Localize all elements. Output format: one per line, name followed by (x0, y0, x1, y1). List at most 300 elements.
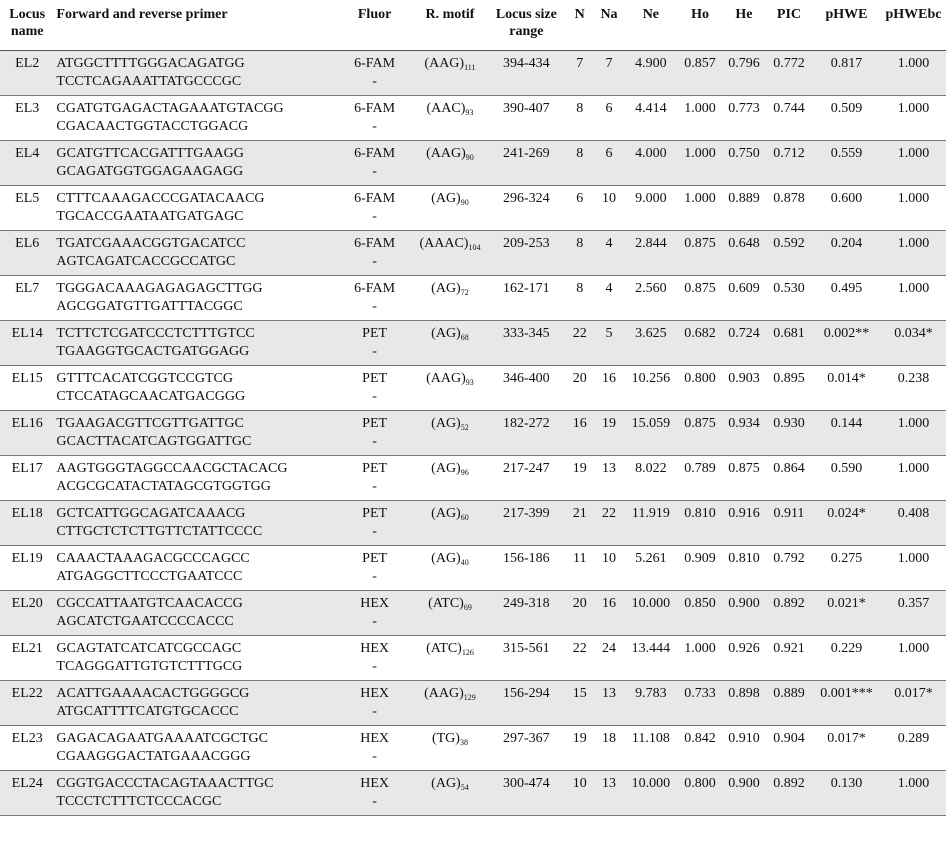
forward-primer: TCTTCTCGATCCCTCTTTGTCC (56, 326, 255, 341)
fluor-dash: - (372, 479, 377, 494)
fluor-label: PET (362, 506, 388, 521)
ne-value: 13.444 (624, 636, 678, 681)
header-row (0, 0, 946, 51)
n-value: 20 (565, 366, 594, 411)
motif-cell (412, 681, 487, 726)
phwebc-value: 0.408 (881, 501, 946, 546)
phwebc-value: 1.000 (881, 636, 946, 681)
fluor-label: 6-FAM (354, 56, 396, 71)
motif-text: (AAG) (426, 371, 466, 386)
primer-cell (54, 96, 337, 141)
primer-cell (54, 366, 337, 411)
primer-cell (54, 186, 337, 231)
na-value: 4 (594, 231, 623, 276)
forward-primer: CAAACTAAAGACGCCCAGCC (56, 551, 250, 566)
ho-value: 1.000 (678, 186, 722, 231)
fluor-dash: - (372, 119, 377, 134)
fluor-cell (337, 456, 412, 501)
he-value: 0.900 (722, 591, 766, 636)
motif-cell (412, 591, 487, 636)
phwebc-value: 1.000 (881, 231, 946, 276)
locus-name: EL3 (0, 96, 54, 141)
n-value: 19 (565, 726, 594, 771)
header-motif: R. motif (412, 0, 487, 51)
phwebc-value: 1.000 (881, 141, 946, 186)
fluor-cell (337, 366, 412, 411)
forward-primer: CGGTGACCCTACAGTAAACTTGC (56, 776, 274, 791)
motif-text: (AG) (431, 281, 461, 296)
he-value: 0.648 (722, 231, 766, 276)
size-range: 217-247 (488, 456, 565, 501)
ne-value: 15.059 (624, 411, 678, 456)
fluor-label: 6-FAM (354, 236, 396, 251)
phwe-value: 0.017* (812, 726, 881, 771)
locus-name: EL7 (0, 276, 54, 321)
locus-name: EL20 (0, 591, 54, 636)
he-value: 0.724 (722, 321, 766, 366)
he-value: 0.900 (722, 771, 766, 816)
pic-value: 0.904 (766, 726, 812, 771)
na-value: 13 (594, 681, 623, 726)
n-value: 7 (565, 51, 594, 96)
motif-count: 93 (465, 108, 474, 117)
fluor-label: HEX (360, 731, 389, 746)
phwebc-value: 0.357 (881, 591, 946, 636)
fluor-dash: - (372, 74, 377, 89)
pic-value: 0.921 (766, 636, 812, 681)
motif-cell (412, 51, 487, 96)
header-primer: Forward and reverse primer (54, 0, 337, 51)
reverse-primer: CTTGCTCTCTTGTTCTATTCCCC (56, 524, 263, 539)
fluor-dash: - (372, 794, 377, 809)
reverse-primer: ACGCGCATACTATAGCGTGGTGG (56, 479, 271, 494)
phwe-value: 0.021* (812, 591, 881, 636)
fluor-cell (337, 591, 412, 636)
size-range: 249-318 (488, 591, 565, 636)
pic-value: 0.878 (766, 186, 812, 231)
he-value: 0.903 (722, 366, 766, 411)
size-range: 300-474 (488, 771, 565, 816)
forward-primer: ATGGCTTTTGGGACAGATGG (56, 56, 245, 71)
phwe-value: 0.001*** (812, 681, 881, 726)
na-value: 16 (594, 366, 623, 411)
motif-cell (412, 186, 487, 231)
motif-count: 93 (465, 378, 474, 387)
phwebc-value: 1.000 (881, 276, 946, 321)
fluor-label: HEX (360, 641, 389, 656)
header-phwe: pHWE (812, 0, 881, 51)
fluor-cell (337, 231, 412, 276)
motif-count: 69 (463, 603, 472, 612)
primer-cell (54, 726, 337, 771)
pic-value: 0.681 (766, 321, 812, 366)
phwebc-value: 1.000 (881, 186, 946, 231)
ho-value: 0.800 (678, 366, 722, 411)
na-value: 6 (594, 141, 623, 186)
size-range: 156-186 (488, 546, 565, 591)
ho-value: 0.857 (678, 51, 722, 96)
locus-name: EL23 (0, 726, 54, 771)
pic-value: 0.530 (766, 276, 812, 321)
primer-cell (54, 276, 337, 321)
reverse-primer: CTCCATAGCAACATGACGGG (56, 389, 246, 404)
motif-cell (412, 546, 487, 591)
motif-count: 72 (460, 288, 469, 297)
reverse-primer: TCAGGGATTGTGTCTTTGCG (56, 659, 243, 674)
header-ho: Ho (678, 0, 722, 51)
fluor-dash: - (372, 659, 377, 674)
phwe-value: 0.002** (812, 321, 881, 366)
size-range: 162-171 (488, 276, 565, 321)
primer-cell (54, 141, 337, 186)
forward-primer: GTTTCACATCGGTCCGTCG (56, 371, 233, 386)
fluor-cell (337, 51, 412, 96)
phwe-value: 0.495 (812, 276, 881, 321)
ho-value: 1.000 (678, 636, 722, 681)
size-range: 394-434 (488, 51, 565, 96)
motif-text: (AG) (431, 416, 461, 431)
reverse-primer: TCCTCAGAAATTATGCCCGC (56, 74, 242, 89)
motif-count: 52 (460, 423, 469, 432)
table-row (0, 771, 946, 816)
reverse-primer: AGTCAGATCACCGCCATGC (56, 254, 236, 269)
pic-value: 0.712 (766, 141, 812, 186)
n-value: 8 (565, 141, 594, 186)
reverse-primer: GCACTTACATCAGTGGATTGC (56, 434, 252, 449)
forward-primer: GAGACAGAATGAAAATCGCTGC (56, 731, 268, 746)
he-value: 0.910 (722, 726, 766, 771)
phwe-value: 0.130 (812, 771, 881, 816)
phwe-value: 0.817 (812, 51, 881, 96)
phwebc-value: 1.000 (881, 51, 946, 96)
size-range: 296-324 (488, 186, 565, 231)
header-locus: Locus name (0, 0, 54, 51)
n-value: 8 (565, 231, 594, 276)
forward-primer: CGATGTGAGACTAGAAATGTACGG (56, 101, 284, 116)
reverse-primer: TGCACCGAATAATGATGAGC (56, 209, 244, 224)
fluor-label: PET (362, 461, 388, 476)
n-value: 19 (565, 456, 594, 501)
locus-name: EL6 (0, 231, 54, 276)
he-value: 0.796 (722, 51, 766, 96)
ne-value: 2.844 (624, 231, 678, 276)
motif-text: (AAAC) (419, 236, 469, 251)
table-row (0, 636, 946, 681)
fluor-label: HEX (360, 776, 389, 791)
fluor-dash: - (372, 389, 377, 404)
na-value: 16 (594, 591, 623, 636)
n-value: 8 (565, 96, 594, 141)
fluor-dash: - (372, 209, 377, 224)
motif-text: (ATC) (428, 596, 464, 611)
locus-name: EL5 (0, 186, 54, 231)
n-value: 21 (565, 501, 594, 546)
table-row (0, 231, 946, 276)
reverse-primer: TCCCTCTTTCTCCCACGC (56, 794, 222, 809)
motif-cell (412, 366, 487, 411)
primer-cell (54, 546, 337, 591)
n-value: 22 (565, 636, 594, 681)
n-value: 16 (565, 411, 594, 456)
fluor-dash: - (372, 614, 377, 629)
na-value: 7 (594, 51, 623, 96)
phwebc-value: 1.000 (881, 456, 946, 501)
size-range: 297-367 (488, 726, 565, 771)
motif-cell (412, 771, 487, 816)
reverse-primer: AGCATCTGAATCCCCACCC (56, 614, 234, 629)
locus-name: EL2 (0, 51, 54, 96)
fluor-dash: - (372, 749, 377, 764)
fluor-dash: - (372, 569, 377, 584)
phwebc-value: 0.238 (881, 366, 946, 411)
fluor-dash: - (372, 704, 377, 719)
size-range: 217-399 (488, 501, 565, 546)
locus-name: EL19 (0, 546, 54, 591)
primer-cell (54, 501, 337, 546)
ho-value: 0.800 (678, 771, 722, 816)
na-value: 19 (594, 411, 623, 456)
ho-value: 0.682 (678, 321, 722, 366)
size-range: 156-294 (488, 681, 565, 726)
primer-cell (54, 591, 337, 636)
size-range: 315-561 (488, 636, 565, 681)
table-row (0, 186, 946, 231)
header-na: Na (594, 0, 623, 51)
phwe-value: 0.014* (812, 366, 881, 411)
fluor-label: PET (362, 416, 388, 431)
ho-value: 0.850 (678, 591, 722, 636)
na-value: 18 (594, 726, 623, 771)
phwe-value: 0.229 (812, 636, 881, 681)
phwe-value: 0.275 (812, 546, 881, 591)
fluor-dash: - (372, 344, 377, 359)
ho-value: 0.875 (678, 231, 722, 276)
forward-primer: CTTTCAAAGACCCGATACAACG (56, 191, 265, 206)
primer-cell (54, 321, 337, 366)
locus-name: EL24 (0, 771, 54, 816)
ne-value: 11.919 (624, 501, 678, 546)
phwebc-value: 0.034* (881, 321, 946, 366)
pic-value: 0.930 (766, 411, 812, 456)
phwebc-value: 1.000 (881, 546, 946, 591)
pic-value: 0.911 (766, 501, 812, 546)
ho-value: 0.810 (678, 501, 722, 546)
fluor-cell (337, 141, 412, 186)
table-row (0, 591, 946, 636)
ho-value: 0.733 (678, 681, 722, 726)
ne-value: 10.000 (624, 591, 678, 636)
pic-value: 0.772 (766, 51, 812, 96)
primer-cell (54, 456, 337, 501)
fluor-label: HEX (360, 686, 389, 701)
table-row (0, 501, 946, 546)
forward-primer: AAGTGGGTAGGCCAACGCTACACG (56, 461, 288, 476)
table-row (0, 96, 946, 141)
motif-count: 40 (460, 558, 469, 567)
na-value: 13 (594, 771, 623, 816)
table-row (0, 681, 946, 726)
he-value: 0.898 (722, 681, 766, 726)
header-fluor: Fluor (337, 0, 412, 51)
motif-count: 60 (460, 513, 469, 522)
ho-value: 1.000 (678, 96, 722, 141)
locus-name: EL21 (0, 636, 54, 681)
primer-cell (54, 681, 337, 726)
locus-name: EL16 (0, 411, 54, 456)
motif-cell (412, 501, 487, 546)
pic-value: 0.892 (766, 771, 812, 816)
locus-name: EL17 (0, 456, 54, 501)
motif-count: 96 (460, 468, 469, 477)
forward-primer: TGATCGAAACGGTGACATCC (56, 236, 246, 251)
fluor-label: 6-FAM (354, 101, 396, 116)
primer-cell (54, 231, 337, 276)
header-ne: Ne (624, 0, 678, 51)
fluor-label: PET (362, 371, 388, 386)
n-value: 20 (565, 591, 594, 636)
motif-cell (412, 141, 487, 186)
n-value: 10 (565, 771, 594, 816)
phwe-value: 0.600 (812, 186, 881, 231)
forward-primer: TGAAGACGTTCGTTGATTGC (56, 416, 244, 431)
locus-name: EL14 (0, 321, 54, 366)
pic-value: 0.592 (766, 231, 812, 276)
fluor-cell (337, 501, 412, 546)
header-size: Locus size range (488, 0, 565, 51)
phwebc-value: 0.017* (881, 681, 946, 726)
pic-value: 0.895 (766, 366, 812, 411)
ne-value: 4.414 (624, 96, 678, 141)
he-value: 0.773 (722, 96, 766, 141)
motif-cell (412, 456, 487, 501)
ho-value: 0.789 (678, 456, 722, 501)
fluor-dash: - (372, 254, 377, 269)
phwe-value: 0.590 (812, 456, 881, 501)
he-value: 0.934 (722, 411, 766, 456)
motif-text: (TG) (431, 731, 460, 746)
ne-value: 9.000 (624, 186, 678, 231)
motif-cell (412, 321, 487, 366)
motif-text: (AG) (431, 326, 461, 341)
motif-cell (412, 726, 487, 771)
na-value: 10 (594, 186, 623, 231)
motif-count: 129 (463, 693, 476, 702)
motif-text: (AG) (431, 506, 461, 521)
motif-text: (AAG) (424, 686, 464, 701)
size-range: 241-269 (488, 141, 565, 186)
fluor-cell (337, 411, 412, 456)
phwebc-value: 1.000 (881, 96, 946, 141)
na-value: 4 (594, 276, 623, 321)
ne-value: 3.625 (624, 321, 678, 366)
header-pic: PIC (766, 0, 812, 51)
size-range: 390-407 (488, 96, 565, 141)
ho-value: 0.842 (678, 726, 722, 771)
table-row (0, 726, 946, 771)
phwebc-value: 0.289 (881, 726, 946, 771)
fluor-dash: - (372, 434, 377, 449)
table-row (0, 366, 946, 411)
he-value: 0.916 (722, 501, 766, 546)
ho-value: 0.875 (678, 411, 722, 456)
phwebc-value: 1.000 (881, 411, 946, 456)
fluor-cell (337, 726, 412, 771)
phwe-value: 0.204 (812, 231, 881, 276)
pic-value: 0.744 (766, 96, 812, 141)
ne-value: 9.783 (624, 681, 678, 726)
phwe-value: 0.559 (812, 141, 881, 186)
ne-value: 11.108 (624, 726, 678, 771)
n-value: 15 (565, 681, 594, 726)
motif-cell (412, 231, 487, 276)
locus-name: EL4 (0, 141, 54, 186)
forward-primer: ACATTGAAAACACTGGGGCG (56, 686, 250, 701)
forward-primer: GCTCATTGGCAGATCAAACG (56, 506, 246, 521)
n-value: 22 (565, 321, 594, 366)
locus-name: EL15 (0, 366, 54, 411)
he-value: 0.889 (722, 186, 766, 231)
fluor-label: PET (362, 326, 388, 341)
reverse-primer: CGAAGGGACTATGAAACGGG (56, 749, 251, 764)
forward-primer: TGGGACAAAGAGAGAGCTTGG (56, 281, 263, 296)
he-value: 0.926 (722, 636, 766, 681)
table-row (0, 546, 946, 591)
phwe-value: 0.509 (812, 96, 881, 141)
locus-name: EL22 (0, 681, 54, 726)
reverse-primer: CGACAACTGGTACCTGGACG (56, 119, 249, 134)
reverse-primer: ATGAGGCTTCCCTGAATCCC (56, 569, 243, 584)
fluor-cell (337, 771, 412, 816)
na-value: 5 (594, 321, 623, 366)
na-value: 10 (594, 546, 623, 591)
n-value: 6 (565, 186, 594, 231)
motif-cell (412, 276, 487, 321)
motif-text: (ATC) (426, 641, 462, 656)
fluor-label: HEX (360, 596, 389, 611)
motif-text: (AG) (431, 776, 461, 791)
motif-text: (AG) (431, 191, 461, 206)
na-value: 6 (594, 96, 623, 141)
motif-text: (AG) (431, 551, 461, 566)
table-row (0, 321, 946, 366)
reverse-primer: TGAAGGTGCACTGATGGAGG (56, 344, 250, 359)
ne-value: 5.261 (624, 546, 678, 591)
forward-primer: GCATGTTCACGATTTGAAGG (56, 146, 244, 161)
header-n: N (565, 0, 594, 51)
forward-primer: CGCCATTAATGTCAACACCG (56, 596, 243, 611)
table-row (0, 276, 946, 321)
ne-value: 4.900 (624, 51, 678, 96)
fluor-label: 6-FAM (354, 146, 396, 161)
n-value: 11 (565, 546, 594, 591)
reverse-primer: GCAGATGGTGGAGAAGAGG (56, 164, 244, 179)
size-range: 182-272 (488, 411, 565, 456)
ne-value: 8.022 (624, 456, 678, 501)
forward-primer: GCAGTATCATCATCGCCAGC (56, 641, 242, 656)
table-row (0, 411, 946, 456)
fluor-cell (337, 276, 412, 321)
motif-cell (412, 636, 487, 681)
primer-cell (54, 636, 337, 681)
motif-count: 111 (464, 63, 476, 72)
primer-cell (54, 771, 337, 816)
fluor-cell (337, 321, 412, 366)
motif-count: 90 (465, 153, 474, 162)
phwe-value: 0.144 (812, 411, 881, 456)
motif-text: (AAC) (426, 101, 466, 116)
locus-name: EL18 (0, 501, 54, 546)
primer-cell (54, 411, 337, 456)
